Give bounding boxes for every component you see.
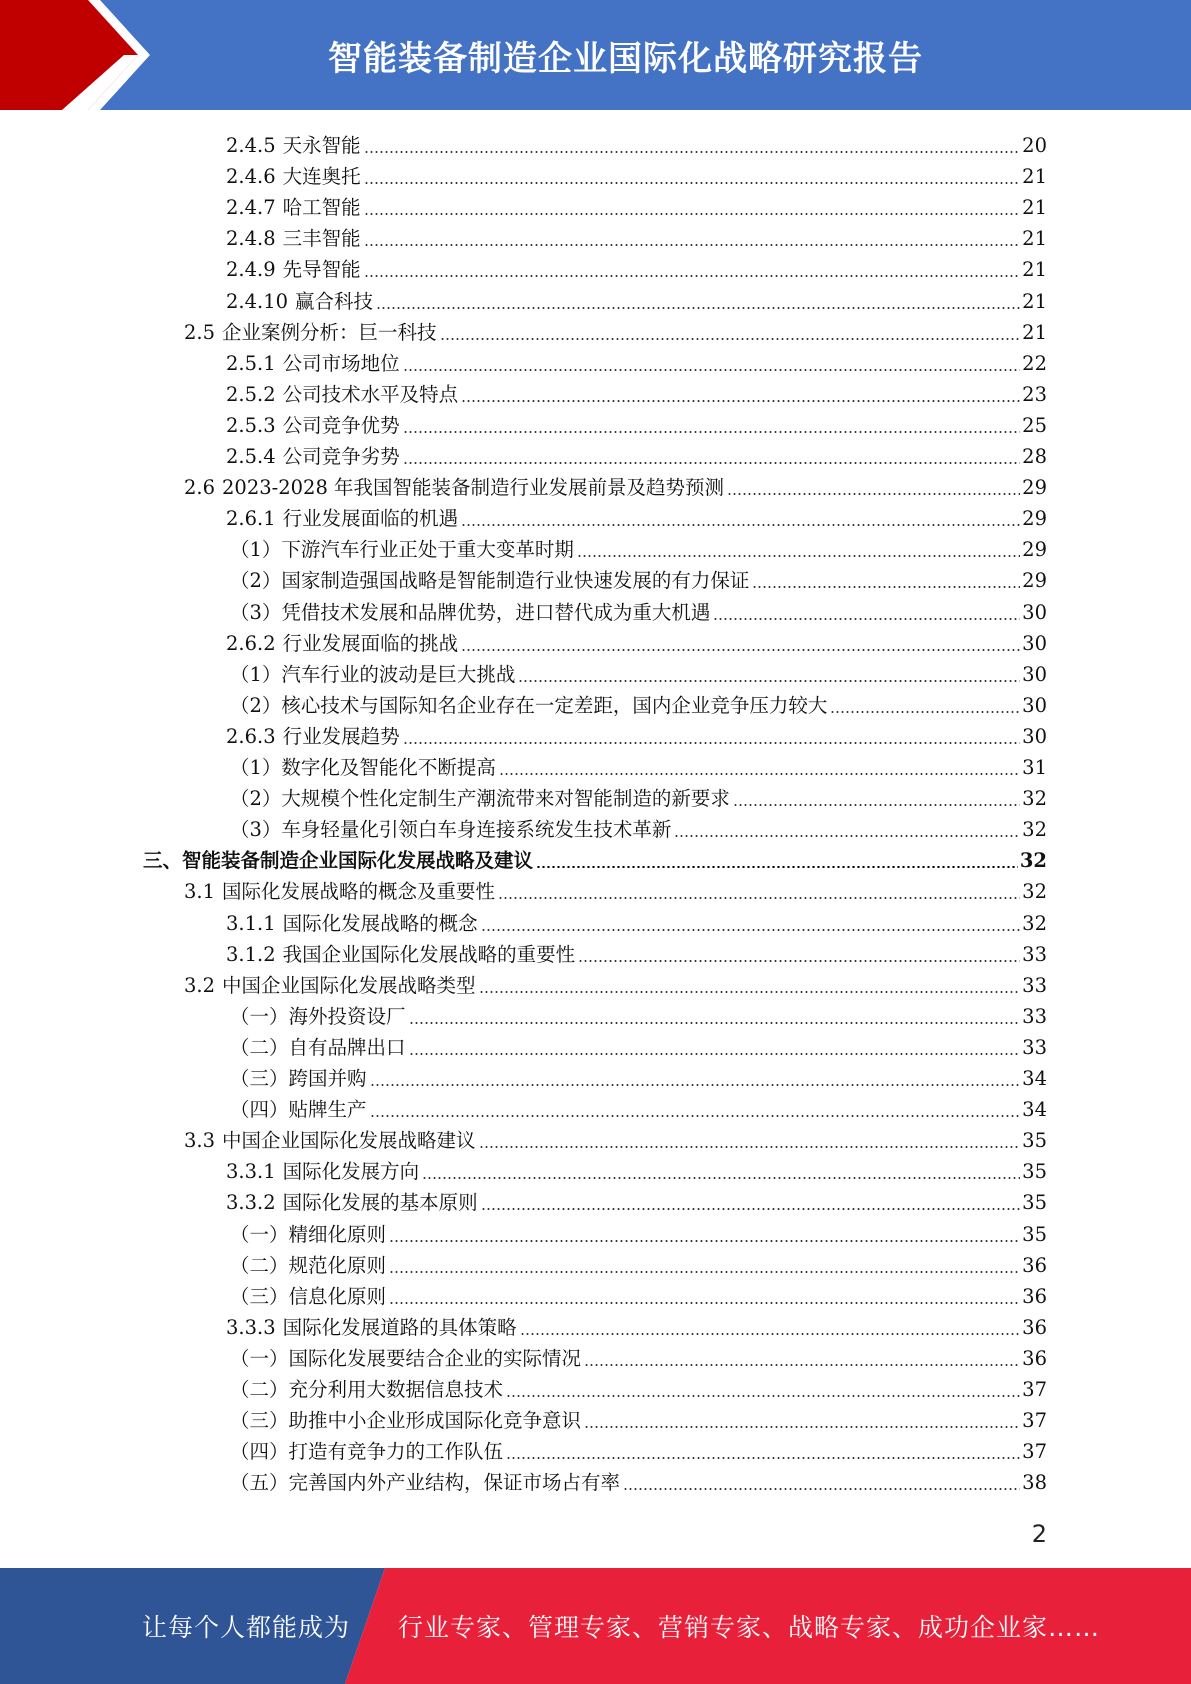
toc-entry-number: 2.5.4 [226, 445, 276, 468]
toc-entry-page: 33 [1022, 973, 1047, 997]
toc-leader-dots [389, 1302, 1020, 1304]
toc-entry-number: 2.5.1 [226, 351, 276, 375]
toc-entry-label [226, 414, 400, 438]
toc-entry-number: 3.3.2 [226, 1191, 276, 1215]
toc-entry[interactable] [230, 1464, 1047, 1495]
toc-entry-number: 2.4.6 [226, 165, 276, 189]
toc-entry-title: 行业发展面临的机遇 [282, 507, 459, 531]
toc-entry-title: 公司竞争优势 [282, 413, 400, 437]
toc-leader-dots [364, 244, 1021, 246]
toc-entry-label [230, 1409, 581, 1433]
toc-entry-page: 30 [1022, 693, 1047, 717]
header-arrow-decoration [0, 0, 160, 110]
toc-entry-page: 29 [1022, 569, 1047, 593]
toc-entry-page: 21 [1022, 289, 1047, 313]
toc-entry[interactable] [230, 1433, 1047, 1464]
toc-entry-title: （1）数字化及智能化不断提高 [230, 756, 496, 779]
toc-entry-title: （1）下游汽车行业正处于重大变革时期 [230, 538, 574, 562]
toc-entry-number: 3.1 [184, 880, 216, 904]
toc-entry-page: 21 [1022, 320, 1047, 344]
toc-entry[interactable] [230, 562, 1047, 593]
toc-entry-page: 32 [1022, 880, 1047, 904]
toc-leader-dots [364, 151, 1021, 153]
toc-entry-page: 21 [1022, 258, 1047, 282]
toc-entry-page: 28 [1022, 445, 1047, 468]
toc-entry-number: 2.5.3 [226, 413, 276, 437]
toc-entry-label [226, 1316, 517, 1340]
toc-leader-dots [481, 1208, 1021, 1210]
toc-entry-number: 2.6.1 [226, 507, 276, 531]
toc-entry-label [226, 1160, 419, 1184]
toc-entry-title: （一）精细化原则 [230, 1222, 387, 1246]
page-header [0, 0, 1191, 110]
toc-entry-title: （1）汽车行业的波动是巨大挑战 [230, 662, 516, 686]
toc-entry-label [226, 290, 373, 314]
toc-entry-label [226, 196, 361, 220]
toc-entry-page: 33 [1022, 1004, 1047, 1028]
toc-entry[interactable] [184, 314, 1047, 345]
toc-entry[interactable] [230, 1371, 1047, 1402]
toc-entry-page: 21 [1022, 227, 1047, 251]
toc-entry-title: 2023-2028 年我国智能装备制造行业发展前景及趋势预测 [222, 476, 725, 500]
toc-entry-number: 2.6 [184, 476, 216, 500]
toc-entry-number: 3.2 [184, 973, 216, 997]
toc-entry-number: 2.5 [184, 320, 216, 344]
toc-entry-number: 2.4.8 [226, 227, 276, 251]
toc-leader-dots [584, 1426, 1020, 1428]
toc-entry-title: 国际化发展方向 [282, 1160, 420, 1184]
toc-entry-label [184, 880, 495, 904]
toc-entry-label [230, 787, 730, 811]
toc-entry-title: 国际化发展战略的概念及重要性 [222, 880, 496, 904]
toc-entry[interactable] [230, 1247, 1047, 1278]
toc-entry-label [226, 383, 458, 407]
toc-entry-label [226, 912, 478, 936]
toc-entry[interactable] [230, 780, 1047, 811]
toc-entry-title: 国际化发展道路的具体策略 [282, 1315, 517, 1339]
toc-entry[interactable] [230, 1402, 1047, 1433]
toc-entry-page: 36 [1022, 1346, 1047, 1370]
toc-entry-page: 37 [1022, 1409, 1047, 1433]
toc-entry-label [184, 321, 437, 345]
toc-entry-label [226, 725, 400, 749]
toc-entry-page: 30 [1022, 600, 1047, 624]
toc-entry-number: 2.4.10 [226, 289, 289, 313]
toc-leader-dots [536, 866, 1018, 868]
toc-leader-dots [623, 1488, 1020, 1490]
toc-entry-number: 2.4.5 [226, 134, 276, 157]
toc-entry-page: 20 [1022, 134, 1047, 157]
toc-entry-page: 34 [1022, 1098, 1047, 1122]
toc-entry-title: 行业发展面临的挑战 [282, 631, 459, 655]
toc-entry-page: 30 [1022, 631, 1047, 655]
toc-leader-dots [422, 1177, 1020, 1179]
toc-leader-dots [370, 1115, 1021, 1117]
toc-entry-page: 32 [1022, 818, 1047, 842]
toc-entry-title: 公司竞争劣势 [282, 445, 400, 468]
toc-entry[interactable] [184, 967, 1047, 998]
toc-entry[interactable] [230, 1340, 1047, 1371]
toc-leader-dots [403, 742, 1021, 744]
toc-entry-label [226, 165, 361, 189]
toc-entry-title: 三丰智能 [282, 227, 361, 251]
toc-leader-dots [479, 1146, 1021, 1148]
toc-entry-title: （三）助推中小企业形成国际化竞争意识 [230, 1409, 582, 1433]
toc-entry-label [226, 445, 400, 469]
toc-entry-page: 35 [1022, 1191, 1047, 1215]
toc-entry-title: 国际化发展的基本原则 [282, 1191, 478, 1215]
toc-entry[interactable] [230, 594, 1047, 625]
footer-slogan-right: 行业专家、管理专家、营销专家、战略专家、成功企业家…… [398, 1613, 1101, 1642]
toc-leader-dots [830, 711, 1020, 713]
toc-entry-page: 32 [1022, 787, 1047, 811]
toc-entry-title: （2）大规模个性化定制生产潮流带来对智能制造的新要求 [230, 787, 730, 811]
toc-entry-label [184, 476, 724, 500]
toc-entry-page: 31 [1022, 756, 1047, 779]
toc-entry-number: 2.4.9 [226, 258, 276, 282]
toc-entry-page: 30 [1022, 724, 1047, 748]
toc-entry-title: 国际化发展战略的概念 [282, 911, 478, 935]
toc-leader-dots [461, 649, 1020, 651]
toc-entry[interactable] [226, 158, 1047, 189]
toc-entry-label [230, 538, 574, 562]
toc-leader-dots [403, 369, 1021, 371]
toc-entry-page: 37 [1022, 1440, 1047, 1464]
toc-entry-title: （3）车身轻量化引领白车身连接系统发生技术革新 [230, 818, 672, 842]
toc-entry-title: 公司技术水平及特点 [282, 382, 459, 406]
toc-entry[interactable] [230, 687, 1047, 718]
toc-leader-dots [364, 275, 1021, 277]
toc-entry-label [226, 227, 361, 251]
toc-entry-label [226, 258, 361, 282]
toc-entry-page: 36 [1022, 1315, 1047, 1339]
toc-entry-label [230, 1223, 386, 1247]
toc-entry-number: 2.6.2 [226, 631, 276, 655]
toc-leader-dots [727, 493, 1020, 495]
toc-leader-dots [440, 338, 1021, 340]
toc-entry-label [230, 1067, 367, 1091]
toc-entry[interactable] [226, 407, 1047, 438]
header-arrow-red [0, 0, 138, 110]
toc-entry-page: 36 [1022, 1284, 1047, 1308]
toc-entry[interactable] [230, 531, 1047, 562]
toc-leader-dots [713, 618, 1020, 620]
toc-entry-title: （二）规范化原则 [230, 1253, 387, 1277]
toc-entry-label [143, 849, 533, 873]
toc-entry-title: （三）信息化原则 [230, 1284, 387, 1308]
toc-entry-title: （二）自有品牌出口 [230, 1035, 406, 1059]
toc-entry-label [230, 1440, 503, 1464]
toc-entry-page: 35 [1022, 1129, 1047, 1153]
toc-entry-label [226, 507, 458, 531]
toc-entry[interactable] [143, 842, 1047, 873]
toc-entry-title: 我国企业国际化发展战略的重要性 [282, 942, 576, 966]
toc-entry-title: 企业案例分析：巨一科技 [222, 320, 437, 344]
toc-entry[interactable] [230, 811, 1047, 842]
toc-entry-label [230, 1347, 581, 1371]
toc-entry-title: 先导智能 [282, 258, 361, 282]
toc-entry[interactable] [184, 873, 1047, 904]
toc-entry-page: 29 [1022, 538, 1047, 562]
toc-entry-page: 32 [1022, 911, 1047, 935]
toc-entry-label [230, 694, 827, 718]
toc-entry-page: 35 [1022, 1160, 1047, 1184]
toc-entry-title: （四）贴牌生产 [230, 1098, 367, 1122]
toc-entry[interactable] [226, 905, 1047, 936]
toc-entry-page: 32 [1019, 849, 1047, 873]
toc-entry[interactable] [226, 220, 1047, 251]
toc-entry[interactable] [226, 500, 1047, 531]
toc-entry[interactable] [226, 127, 1047, 158]
toc-leader-dots [499, 773, 1020, 775]
toc-entry-label [230, 1036, 406, 1060]
toc-entry-label [230, 601, 710, 625]
toc-entry-label [184, 1129, 476, 1153]
toc-entry[interactable] [230, 1278, 1047, 1309]
toc-entry-label [230, 1471, 620, 1495]
toc-entry-label [226, 352, 400, 376]
toc-entry-page: 37 [1022, 1378, 1047, 1401]
toc-entry-number: 2.4.7 [226, 196, 276, 220]
toc-entry-label [226, 632, 458, 656]
toc-entry-label [226, 943, 575, 967]
toc-entry-title: 赢合科技 [295, 289, 374, 313]
toc-leader-dots [403, 431, 1021, 433]
toc-leader-dots [389, 1271, 1020, 1273]
toc-entry-number: 2.6.3 [226, 724, 276, 748]
toc-leader-dots [403, 462, 1021, 464]
toc-leader-dots [376, 307, 1020, 309]
toc-entry-label [226, 1191, 478, 1215]
toc-entry[interactable] [230, 1091, 1047, 1122]
toc-leader-dots [461, 524, 1020, 526]
toc-entry-label [230, 1098, 367, 1122]
toc-leader-dots [506, 1457, 1020, 1459]
toc-entry-label [230, 1285, 386, 1309]
toc-leader-dots [518, 680, 1020, 682]
toc-entry-title: 公司市场地位 [282, 351, 400, 375]
toc-entry-title: （一）海外投资设厂 [230, 1004, 406, 1028]
toc-entry-title: （三）跨国并购 [230, 1067, 367, 1090]
toc-entry[interactable] [230, 1060, 1047, 1091]
toc-entry-number: 3.1.1 [226, 911, 276, 935]
toc-entry-page: 21 [1022, 196, 1047, 220]
toc-entry-number: 3.3 [184, 1129, 216, 1153]
toc-entry[interactable] [230, 998, 1047, 1029]
toc-entry-label [226, 134, 361, 158]
toc-entry-title: （一）国际化发展要结合企业的实际情况 [230, 1346, 582, 1370]
toc-entry-page: 21 [1022, 165, 1047, 189]
toc-leader-dots [506, 1395, 1020, 1397]
toc-entry-title: 天永智能 [282, 134, 361, 157]
toc-leader-dots [733, 804, 1020, 806]
toc-entry[interactable] [226, 376, 1047, 407]
toc-entry-page: 29 [1022, 476, 1047, 500]
toc-leader-dots [584, 1364, 1020, 1366]
toc-entry[interactable] [184, 469, 1047, 500]
toc-entry[interactable] [226, 936, 1047, 967]
toc-entry-page: 25 [1022, 413, 1047, 437]
toc-entry-label [230, 818, 671, 842]
toc-entry-title: （五）完善国内外产业结构，保证市场占有率 [230, 1471, 621, 1495]
toc-entry-title: 行业发展趋势 [282, 724, 400, 748]
toc-leader-dots [578, 960, 1020, 962]
toc-entry-label [230, 663, 515, 687]
toc-entry-label [230, 1005, 406, 1029]
toc-entry-label [230, 569, 749, 593]
toc-leader-dots [481, 929, 1021, 931]
toc-entry-page: 22 [1022, 351, 1047, 375]
toc-entry[interactable] [226, 718, 1047, 749]
toc-entry[interactable] [230, 1216, 1047, 1247]
toc-entry[interactable] [226, 283, 1047, 314]
toc-entry-title: 中国企业国际化发展战略类型 [222, 973, 476, 997]
report-title: 智能装备制造企业国际化战略研究报告 [328, 38, 923, 79]
toc-leader-dots [409, 1022, 1021, 1024]
page-footer [0, 1568, 1191, 1684]
toc-entry-label [230, 1378, 503, 1402]
toc-entry-page: 35 [1022, 1222, 1047, 1246]
toc-leader-dots [461, 400, 1020, 402]
toc-entry[interactable] [230, 1029, 1047, 1060]
toc-entry-title: 大连奥托 [282, 165, 361, 189]
toc-leader-dots [752, 586, 1020, 588]
toc-leader-dots [364, 213, 1021, 215]
toc-entry-title: 三、智能装备制造企业国际化发展战略及建议 [143, 849, 534, 873]
toc-entry-page: 33 [1022, 1035, 1047, 1059]
toc-entry[interactable] [184, 1122, 1047, 1153]
toc-entry-title: （二）充分利用大数据信息技术 [230, 1378, 504, 1401]
toc-entry-page: 23 [1022, 382, 1047, 406]
toc-entry-number: 3.3.1 [226, 1160, 276, 1184]
toc-leader-dots [674, 835, 1020, 837]
toc-entry-title: （四）打造有竞争力的工作队伍 [230, 1440, 504, 1464]
toc-entry-title: （2）国家制造强国战略是智能制造行业快速发展的有力保证 [230, 569, 750, 593]
toc-entry[interactable] [226, 345, 1047, 376]
toc-entry-page: 29 [1022, 507, 1047, 531]
toc-entry[interactable] [226, 438, 1047, 469]
toc-entry-title: 哈工智能 [282, 196, 361, 220]
toc-leader-dots [498, 897, 1020, 899]
toc-leader-dots [409, 1053, 1021, 1055]
toc-entry-title: 中国企业国际化发展战略建议 [222, 1129, 476, 1153]
toc-entry-title: （3）凭借技术发展和品牌优势，进口替代成为重大机遇 [230, 600, 711, 624]
toc-leader-dots [479, 991, 1021, 993]
toc-entry-title: （2）核心技术与国际知名企业存在一定差距，国内企业竞争压力较大 [230, 693, 828, 717]
toc-entry[interactable] [226, 625, 1047, 656]
toc-entry-label [230, 1254, 386, 1278]
toc-entry-number: 3.1.2 [226, 942, 276, 966]
toc-entry-page: 30 [1022, 662, 1047, 686]
toc-entry[interactable] [226, 1153, 1047, 1184]
footer-slogan-left: 让每个人都能成为 [142, 1613, 351, 1642]
toc-entry[interactable] [226, 251, 1047, 282]
toc-leader-dots [370, 1084, 1021, 1086]
toc-entry[interactable] [226, 189, 1047, 220]
toc-entry-page: 38 [1022, 1471, 1047, 1495]
toc-leader-dots [389, 1240, 1020, 1242]
toc-entry-page: 36 [1022, 1253, 1047, 1277]
toc-entry[interactable] [226, 1184, 1047, 1215]
toc-entry[interactable] [230, 656, 1047, 687]
toc-entry[interactable] [226, 1309, 1047, 1340]
toc-entry-label [230, 756, 496, 780]
toc-entry-number: 3.3.3 [226, 1315, 276, 1339]
toc-leader-dots [577, 555, 1020, 557]
toc-leader-dots [364, 182, 1021, 184]
toc-entry[interactable] [230, 749, 1047, 780]
toc-entry-number: 2.5.2 [226, 382, 276, 406]
toc-entry-page: 33 [1022, 942, 1047, 966]
toc-entry-page: 34 [1022, 1067, 1047, 1090]
toc-leader-dots [520, 1333, 1021, 1335]
toc-entry-label [184, 974, 476, 998]
page-number: 2 [1031, 1520, 1047, 1548]
